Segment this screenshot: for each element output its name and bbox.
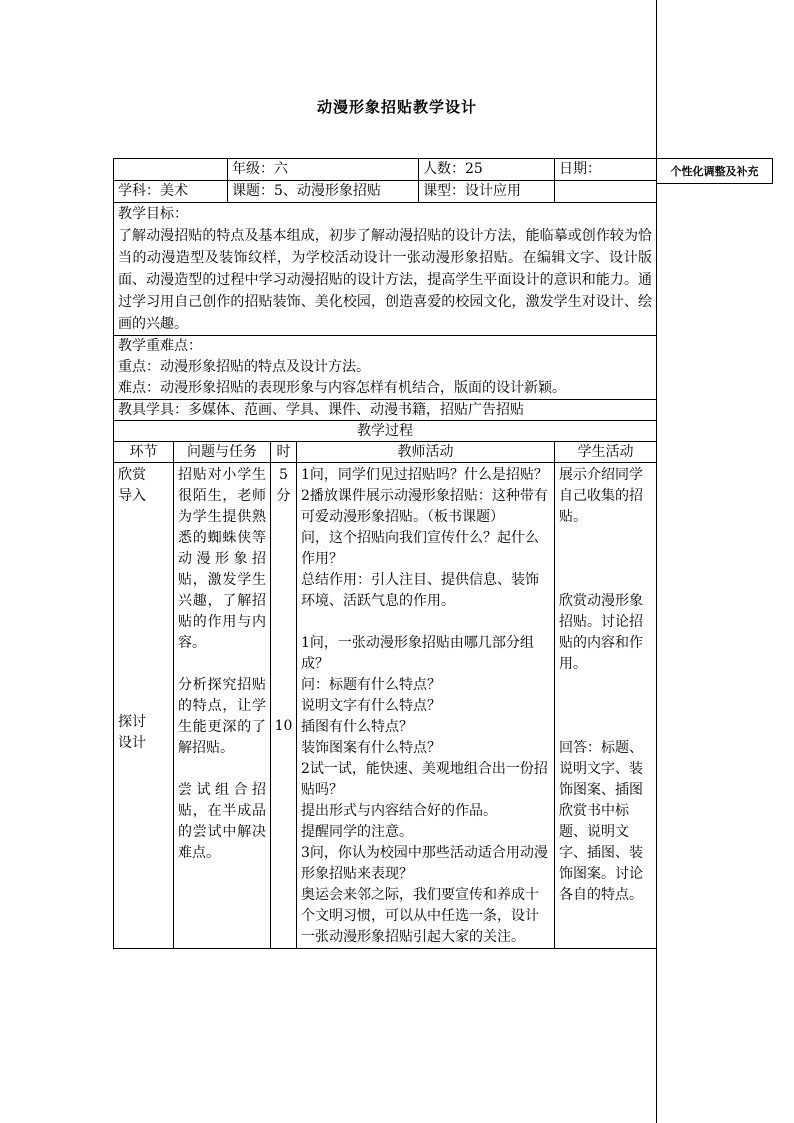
teacher-line: 问：标题有什么特点？ <box>301 677 441 693</box>
time-1: 5分 <box>276 467 291 504</box>
objectives-cell <box>114 203 657 336</box>
blank-cell <box>555 181 657 203</box>
tools-cell: 教具学具：多媒体、范画、学具、课件、动漫书籍，招贴广告招贴 <box>114 400 657 421</box>
student-text-3: 回答：标题、说明文字、装饰图案、插图 <box>559 740 644 798</box>
document-title: 动漫形象招贴教学设计 <box>316 98 477 116</box>
keypoints-row <box>114 336 657 400</box>
objectives-row <box>114 203 657 336</box>
student-text-1: 展示介绍同学自己收集的招贴。 <box>559 467 644 525</box>
teacher-cell <box>297 463 555 949</box>
teacher-line: 1问，一张动漫形象招贴由哪几部分组成？ <box>301 635 534 672</box>
teacher-line: 2试一试，能快速、美观地组合出一份招贴吗？ <box>301 761 548 798</box>
teacher-line: 提出形式与内容结合好的作品。 <box>301 803 497 819</box>
student-cell <box>555 463 657 949</box>
grade-cell: 年级：六 <box>228 159 419 181</box>
info-row-1 <box>114 159 657 181</box>
process-title: 教学过程 <box>114 421 657 442</box>
time-cell <box>271 463 297 949</box>
teacher-line: 装饰图案有什么特点？ <box>301 740 441 756</box>
teacher-line: 奥运会来邻之际，我们要宣传和养成十个文明习惯，可以从中任选一条，设计一张动漫形象招贴引起大家的关注。 <box>301 887 539 945</box>
teacher-line: 1问，同学们见过招贴吗？什么是招贴？ <box>301 467 548 483</box>
lesson-plan-table <box>113 158 657 949</box>
keypoints-heading: 教学重难点： <box>118 338 202 354</box>
process-body-row <box>114 463 657 949</box>
header-student: 学生活动 <box>555 442 657 463</box>
header-time: 时 <box>271 442 297 463</box>
task-text-3: 尝试组合招贴，在半成品的尝试中解决难点。 <box>178 782 266 861</box>
header-task: 问题与任务 <box>174 442 271 463</box>
task-text-1: 招贴对小学生很陌生，老师为学生提供熟悉的蜘蛛侠等动漫形象招贴，激发学生兴趣，了解招贴的作用与内容。 <box>178 467 266 651</box>
teacher-line: 插图有什么特点？ <box>301 719 413 735</box>
teacher-line: 问，这个招贴向我们宣传什么？起什么作用？ <box>301 530 539 567</box>
student-text-4: 欣赏书中标题、说明文字、插图、装饰图案。讨论各自的特点。 <box>559 803 644 903</box>
side-note-box: 个性化调整及补充 <box>656 158 773 184</box>
date-cell: 日期： <box>555 159 657 181</box>
task-text-2: 分析探究招贴的特点，让学生能更深的了解招贴。 <box>178 677 266 756</box>
info-row-2 <box>114 181 657 203</box>
stage-cell <box>114 463 174 949</box>
type-cell: 课型：设计应用 <box>419 181 555 203</box>
stage-name-2: 探讨设计 <box>118 714 146 751</box>
header-row <box>114 442 657 463</box>
info-blank-cell <box>114 159 228 181</box>
keypoints-cell <box>114 336 657 400</box>
header-teacher: 教师活动 <box>297 442 555 463</box>
process-title-row <box>114 421 657 442</box>
teacher-line: 总结作用：引人注目、提供信息、装饰环境、活跃气息的作用。 <box>301 572 539 609</box>
header-stage: 环节 <box>114 442 174 463</box>
count-cell: 人数：25 <box>419 159 555 181</box>
student-text-2: 欣赏动漫形象招贴。讨论招贴的内容和作用。 <box>559 593 644 672</box>
objectives-heading: 教学目标： <box>118 206 188 222</box>
tools-row <box>114 400 657 421</box>
objectives-text: 了解动漫招贴的特点及基本组成，初步了解动漫招贴的设计方法，能临摹或创作较为恰当的动漫造型及装饰纹样，为学校活动设计一张动漫形象招贴。在编辑文字、设计版面、动漫造型的过程中学习动漫招贴的设计方法，提高学生平面设计的意识和能力。通过学习用自己创作的招贴装饰、美化校园，创造喜爱的校园文化，激发学生对设计、绘画的兴趣。 <box>118 228 653 332</box>
keypoint-key: 重点：动漫形象招贴的特点及设计方法。 <box>118 359 370 375</box>
teacher-line: 2播放课件展示动漫形象招贴：这种带有可爱动漫形象招贴。（板书课题） <box>301 488 548 525</box>
teacher-line: 3问，你认为校园中那些活动适合用动漫形象招贴来表现？ <box>301 845 548 882</box>
time-2: 10 <box>274 718 293 734</box>
topic-cell: 课题：5、动漫形象招贴 <box>228 181 419 203</box>
stage-name-1: 欣赏导入 <box>118 467 146 504</box>
teacher-line: 说明文字有什么特点？ <box>301 698 441 714</box>
keypoint-difficult: 难点：动漫形象招贴的表现形象与内容怎样有机结合，版面的设计新颖。 <box>118 380 566 396</box>
task-cell <box>174 463 271 949</box>
subject-cell: 学科：美术 <box>114 181 228 203</box>
teacher-line: 提醒同学的注意。 <box>301 824 413 840</box>
